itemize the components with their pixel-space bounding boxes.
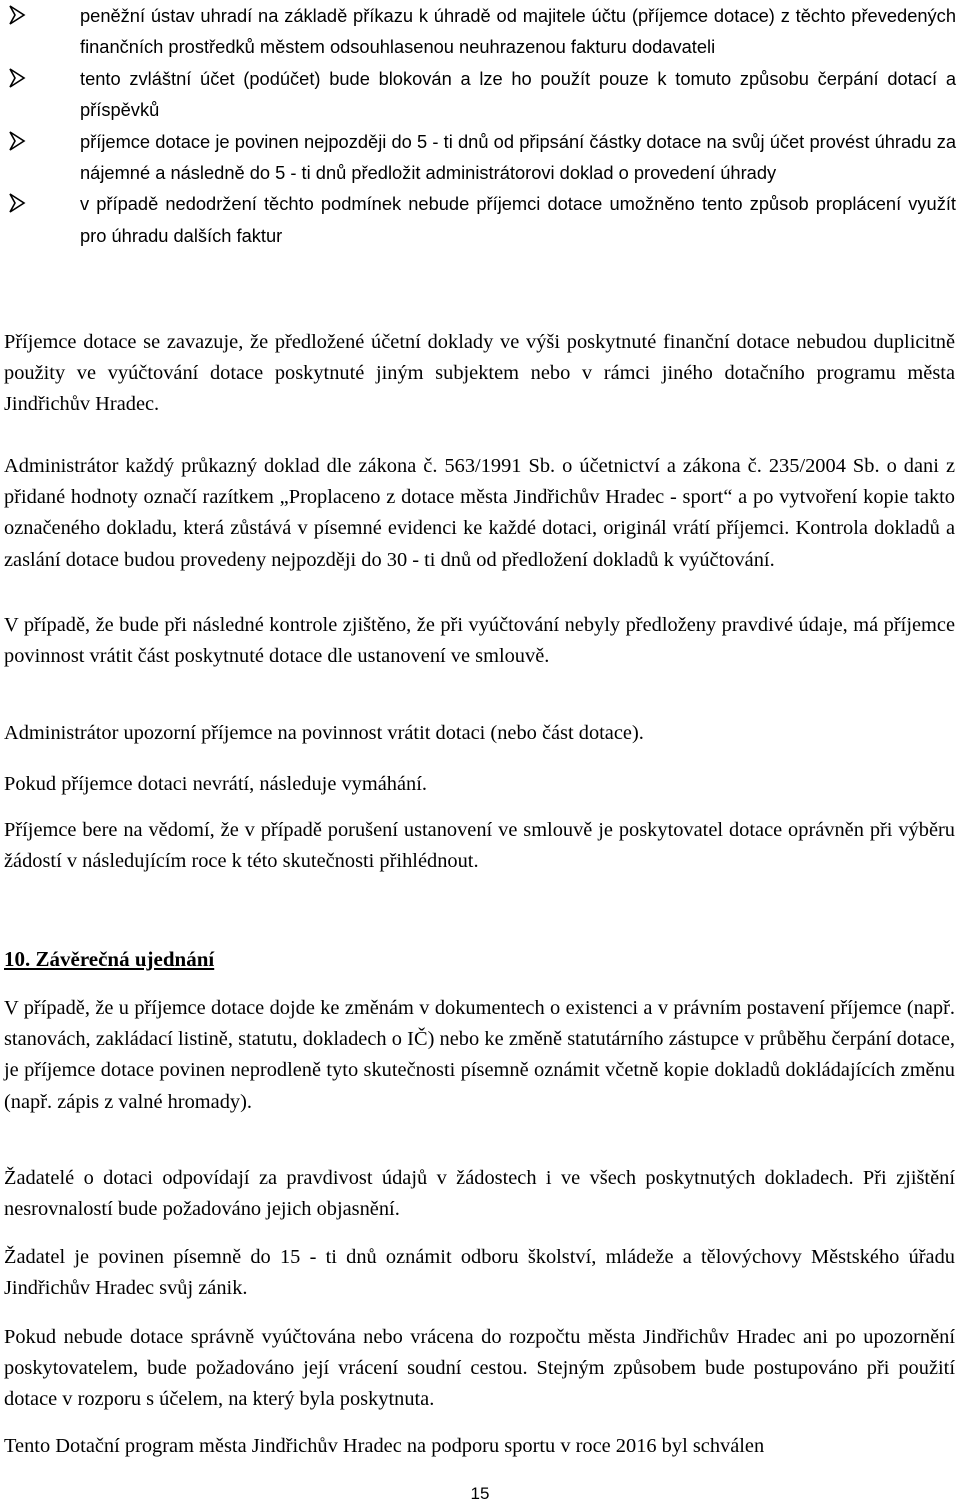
arrow-bullet-icon bbox=[8, 129, 26, 153]
paragraph-stamp: Administrátor každý průkazný doklad dle zákona č. 563/1991 Sb. o účetnictví a zákona č. 235/2004 Sb. o dani z přidané hodnoty označí razítkem „Proplaceno z dotace města Jindřichův Hradec - sport“ a po vytvoření kopie takto označeného dokladu, která zůstává v písemné evidenci ke každé dotaci, originál vrátí příjemci. Kontrola dokladů a zaslání dotace budou provedeny nejpozději do 30 - ti dnů od předložení dokladů k vyúčtování. bbox=[4, 455, 955, 571]
list-item-text: peněžní ústav uhradí na základě příkazu k úhradě od majitele účtu (příjemce dotace) z těchto převedených finančních prostředků městem odsouhlasenou neuhrazenou fakturu dodavateli bbox=[80, 5, 956, 58]
list-item bbox=[0, 0, 960, 63]
bullet-list bbox=[0, 0, 960, 251]
paragraph-notice: Administrátor upozorní příjemce na povinnost vrátit dotaci (nebo část dotace). bbox=[4, 722, 644, 744]
list-item-text: v případě nedodržení těchto podmínek nebude příjemci dotace umožněno tento způsob proplácení využít pro úhradu dalších faktur bbox=[80, 193, 956, 246]
paragraph-changes: V případě, že u příjemce dotace dojde ke změnám v dokumentech o existenci a v právním postavení příjemce (např. stanovách, zakládací listině, statutu, dokladech o IČ) nebo ke změně statutárního zástupce v průběhu čerpání dotace, je příjemce dotace povinen neprodleně tyto skutečnosti písemně oznámit včetně kopie dokladů dokládajících změnu (např. zápis z valné hromady). bbox=[4, 997, 955, 1113]
list-item-text: příjemce dotace je povinen nejpozději do 5 - ti dnů od připsání částky dotace na svůj účet provést úhradu za nájemné a následně do 5 - ti dnů předložit administrátorovi doklad o provedení úhrady bbox=[80, 130, 956, 184]
paragraph-repayment: Pokud nebude dotace správně vyúčtována nebo vrácena do rozpočtu města Jindřichův Hradec ani po upozornění poskytovatelem, bude požadováno její vrácení soudní cestou. Stejným způsobem bude postupováno při použití dotace v rozporu s účelem, na který byla poskytnuta. bbox=[4, 1326, 955, 1411]
paragraph-truthfulness: Žadatelé o dotaci odpovídají za pravdivost údajů v žádostech i ve všech poskytnutých dokladech. Při zjištění nesrovnalostí bude požadováno jejich objasnění. bbox=[4, 1167, 955, 1221]
list-item bbox=[0, 63, 960, 126]
paragraph-control: V případě, že bude při následné kontrole zjištěno, že při vyúčtování nebyly předloženy pravdivé údaje, má příjemce povinnost vrátit část poskytnuté dotace dle ustanovení ve smlouvě. bbox=[4, 614, 955, 668]
paragraph-consideration: Příjemce bere na vědomí, že v případě porušení ustanovení ve smlouvě je poskytovatel dotace oprávněn při výběru žádostí v následujícím roce k této skutečnosti přihlédnout. bbox=[4, 819, 955, 873]
paragraph-approval: Tento Dotační program města Jindřichův Hradec na podporu sportu v roce 2016 byl schválen bbox=[4, 1435, 765, 1457]
page-number: 15 bbox=[470, 1484, 490, 1503]
list-item bbox=[0, 126, 960, 189]
arrow-bullet-icon bbox=[8, 3, 26, 27]
paragraph-enforcement: Pokud příjemce dotaci nevrátí, následuje vymáhání. bbox=[4, 773, 427, 795]
paragraph-duplicate-use: Příjemce dotace se zavazuje, že předložené účetní doklady ve výši poskytnuté finanční dotace nebudou duplicitně použity ve vyúčtování dotace poskytnuté jiným subjektem nebo v rámci jiného dotačního programu města Jindřichův Hradec. bbox=[4, 331, 955, 416]
paragraph-termination: Žadatel je povinen písemně do 15 - ti dnů oznámit odboru školství, mládeže a tělovýchovy Městského úřadu Jindřichův Hradec svůj zánik. bbox=[4, 1246, 955, 1300]
arrow-bullet-icon bbox=[8, 191, 26, 215]
section-heading: 10. Závěrečná ujednání bbox=[4, 947, 215, 971]
arrow-bullet-icon bbox=[8, 66, 26, 90]
list-item-text: tento zvláštní účet (podúčet) bude blokován a lze ho použít pouze k tomuto způsobu čerpání dotací a příspěvků bbox=[80, 67, 956, 121]
list-item bbox=[0, 188, 960, 251]
